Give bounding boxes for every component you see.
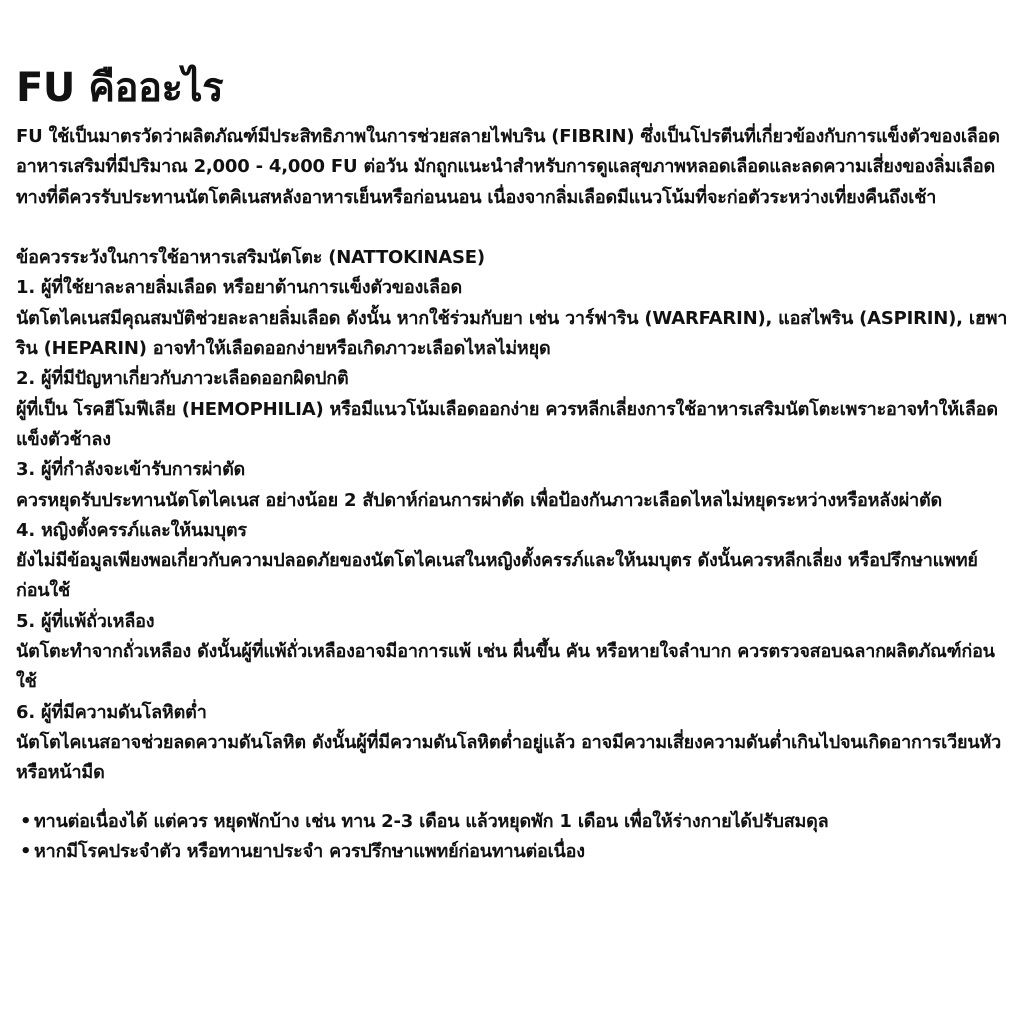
precaution-title: 4. หญิงตั้งครรภ์และให้นมบุตร [16, 519, 247, 541]
precaution-title: 6. ผู้ที่มีความดันโลหิตต่ำ [16, 701, 207, 723]
precaution-item-3 [16, 455, 1008, 516]
precaution-text: ผู้ที่เป็น โรคฮีโมฟีเลีย (HEMOPHILIA) หรือมีแนวโน้มเลือดออกง่าย ควรหลีกเลี่ยงการใช้อาหารเสริมนัตโตะเพราะอาจทำให้เลือดแข็งตัวช้าลง [16, 398, 998, 450]
precaution-item-6 [16, 698, 1008, 789]
precaution-item-2 [16, 364, 1008, 455]
bullet-icon: • [20, 840, 32, 862]
precaution-text: นัตโตไคเนสอาจช่วยลดความดันโลหิต ดังนั้นผู้ที่มีความดันโลหิตต่ำอยู่แล้ว อาจมีความเสี่ยงความดันต่ำเกินไปจนเกิดอาการเวียนหัวหรือหน้ามืด [16, 731, 1002, 784]
section-spacer [16, 789, 1008, 807]
document [16, 62, 1008, 867]
note-text: ทานต่อเนื่องได้ แต่ควร หยุดพักบ้าง เช่น ทาน 2-3 เดือน แล้วหยุดพัก 1 เดือน เพื่อให้ร่างกายได้ปรับสมดุล [34, 810, 829, 832]
precaution-item-4 [16, 516, 1008, 607]
intro-paragraph-2: อาหารเสริมที่มีปริมาณ 2,000 - 4,000 FU ต่อวัน มักถูกแนะนำสำหรับการดูแลสุขภาพหลอดเลือดและลดความเสี่ยงของลิ่มเลือดทางที่ดีควรรับประทานนัตโตคิเนสหลังอาหารเย็นหรือก่อนนอน เนื่องจากลิ่มเลือดมีแนวโน้มที่จะก่อตัวระหว่างเที่ยงคืนถึงเช้า [16, 156, 995, 208]
precaution-title: 1. ผู้ที่ใช้ยาละลายลิ่มเลือด หรือยาต้านการแข็งตัวของเลือด [16, 277, 462, 299]
intro-paragraph-1: FU ใช้เป็นมาตรวัดว่าผลิตภัณฑ์มีประสิทธิภาพในการช่วยสลายไฟบริน (FIBRIN) ซึ่งเป็นโปรตีนที่เกี่ยวข้องกับการแข็งตัวของเลือด [16, 126, 1000, 147]
list-item [20, 807, 1008, 837]
list-item [20, 837, 1008, 867]
section-spacer [16, 213, 1008, 243]
precaution-text: ควรหยุดรับประทานนัตโตไคเนส อย่างน้อย 2 สัปดาห์ก่อนการผ่าตัด เพื่อป้องกันภาวะเลือดไหลไม่หยุดระหว่างหรือหลังผ่าตัด [16, 489, 942, 511]
precaution-title: 5. ผู้ที่แพ้ถั่วเหลือง [16, 610, 155, 632]
bullet-icon: • [20, 810, 32, 832]
precaution-item-5 [16, 607, 1008, 698]
notes-list [16, 807, 1008, 868]
precaution-title: 3. ผู้ที่กำลังจะเข้ารับการผ่าตัด [16, 459, 246, 481]
precaution-title: 2. ผู้ที่มีปัญหาเกี่ยวกับภาวะเลือดออกผิดปกติ [16, 368, 349, 390]
page-title: FU คืออะไร [16, 65, 224, 111]
precaution-text: นัตโตะทำจากถั่วเหลือง ดังนั้นผู้ที่แพ้ถั่วเหลืองอาจมีอาการแพ้ เช่น ผื่นขึ้น คัน หรือหายใจลำบาก ควรตรวจสอบฉลากผลิตภัณฑ์ก่อนใช้ [16, 641, 995, 693]
precaution-text: ยังไม่มีข้อมูลเพียงพอเกี่ยวกับความปลอดภัยของนัตโตไคเนสในหญิงตั้งครรภ์และให้นมบุตร ดังนั้นควรหลีกเลี่ยง หรือปรึกษาแพทย์ก่อนใช้ [16, 550, 978, 602]
precaution-text: นัตโตไคเนสมีคุณสมบัติช่วยละลายลิ่มเลือด ดังนั้น หากใช้ร่วมกับยา เช่น วาร์ฟาริน (WARFARIN), แอสไพริน (ASPIRIN), เฮพาริน (HEPARIN) อาจทำให้เลือดออกง่ายหรือเกิดภาวะเลือดไหลไม่หยุด [16, 307, 1008, 360]
precautions-heading: ข้อควรระวังในการใช้อาหารเสริมนัตโตะ (NATTOKINASE) [16, 247, 485, 269]
precaution-item-1 [16, 273, 1008, 364]
note-text: หากมีโรคประจำตัว หรือทานยาประจำ ควรปรึกษาแพทย์ก่อนทานต่อเนื่อง [34, 840, 585, 862]
